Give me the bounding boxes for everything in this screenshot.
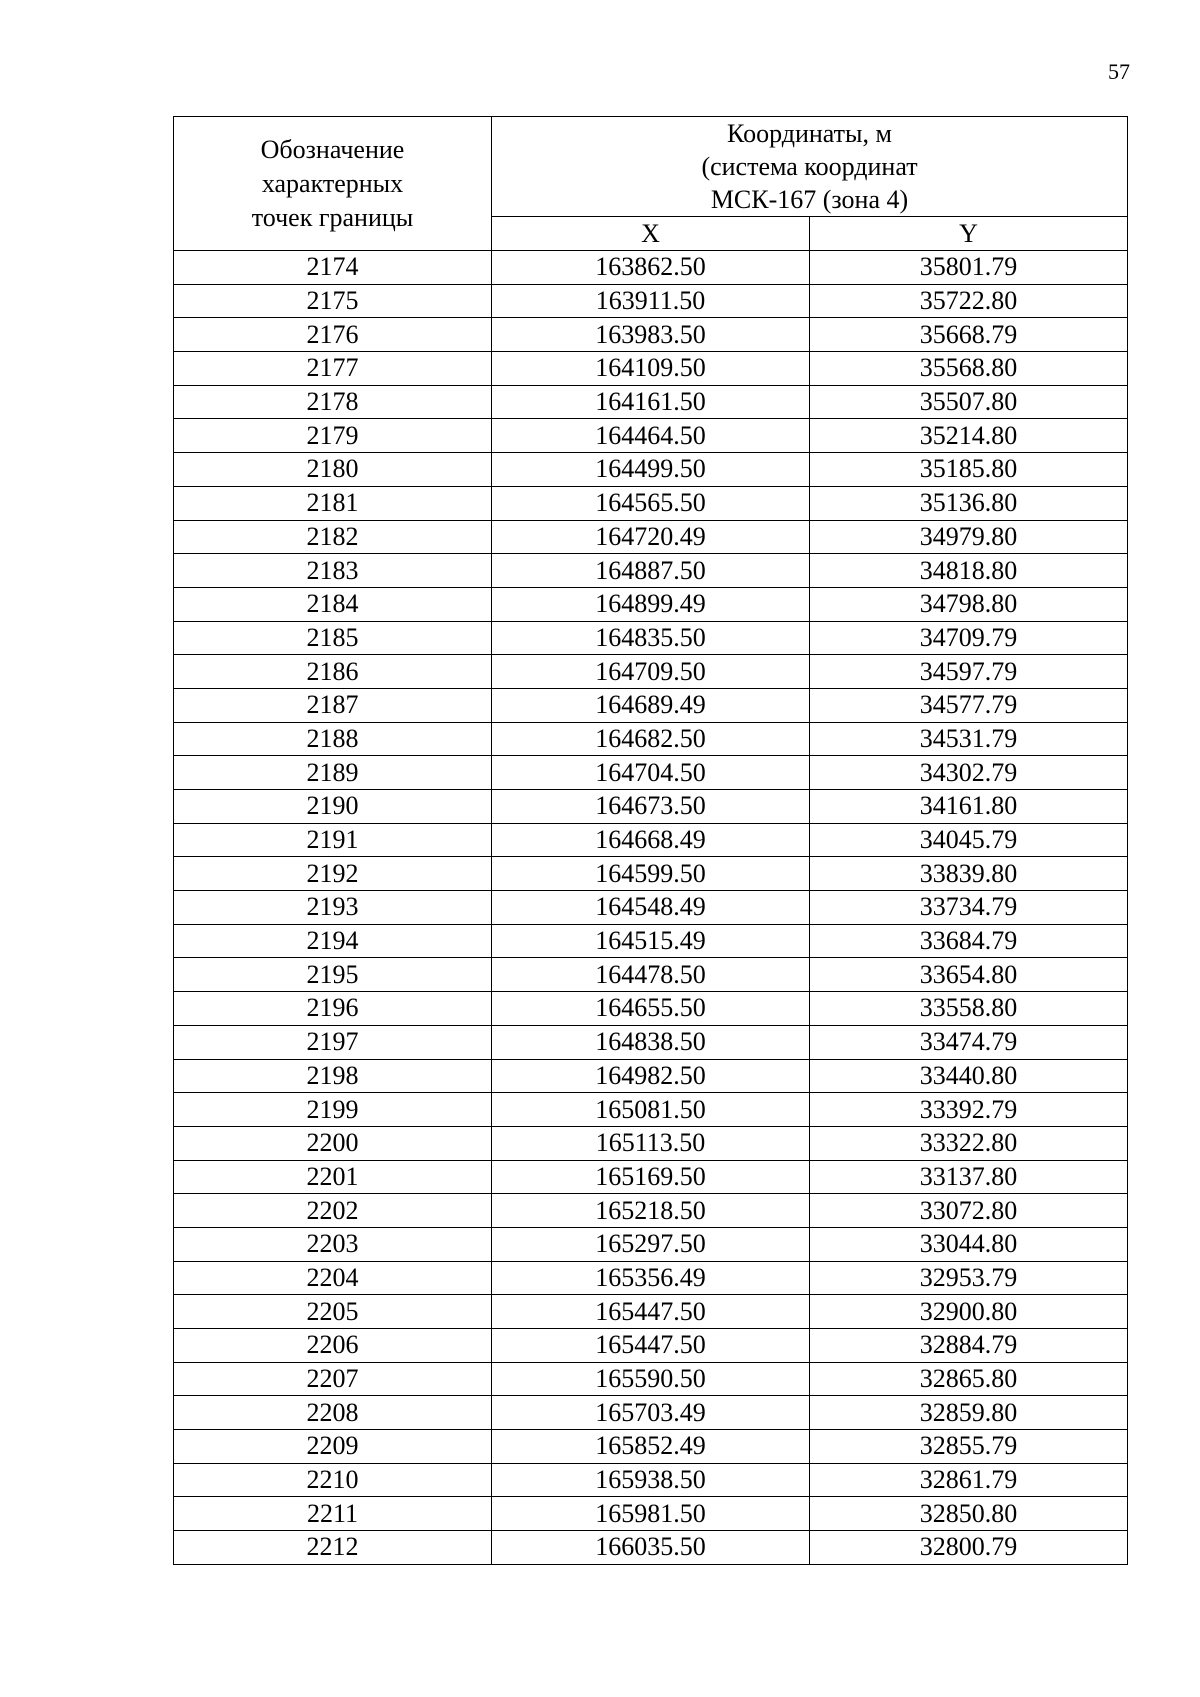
table-row [174, 1025, 1128, 1059]
table-row [174, 1059, 1128, 1093]
x-coordinate-cell: 165703.49 [492, 1396, 810, 1430]
x-coordinate-cell: 164161.50 [492, 385, 810, 419]
y-coordinate-cell: 32900.80 [810, 1295, 1128, 1329]
points-header-line-3: точек границы [251, 202, 414, 232]
point-id-cell: 2191 [174, 823, 492, 857]
point-id-cell: 2190 [174, 790, 492, 824]
x-coordinate-cell: 164655.50 [492, 992, 810, 1026]
point-id-cell: 2211 [174, 1497, 492, 1531]
coordinates-header-line-2: (система координат [701, 152, 918, 181]
y-coordinate-cell: 33474.79 [810, 1025, 1128, 1059]
point-id-cell: 2182 [174, 520, 492, 554]
table-row [174, 1497, 1128, 1531]
y-coordinate-cell: 35568.80 [810, 352, 1128, 386]
x-coordinate-cell: 164720.49 [492, 520, 810, 554]
y-coordinate-cell: 34045.79 [810, 823, 1128, 857]
point-id-cell: 2199 [174, 1093, 492, 1127]
table-row [174, 924, 1128, 958]
x-coordinate-cell: 164709.50 [492, 655, 810, 689]
y-coordinate-cell: 35214.80 [810, 419, 1128, 453]
table-row [174, 790, 1128, 824]
x-coordinate-cell: 164599.50 [492, 857, 810, 891]
table-body [174, 251, 1128, 1565]
x-coordinate-cell: 165113.50 [492, 1126, 810, 1160]
x-coordinate-cell: 164899.49 [492, 587, 810, 621]
x-coordinate-cell: 164887.50 [492, 554, 810, 588]
x-coordinate-cell: 164548.49 [492, 891, 810, 925]
x-coordinate-cell: 164668.49 [492, 823, 810, 857]
y-coordinate-cell: 33839.80 [810, 857, 1128, 891]
table-row [174, 1160, 1128, 1194]
point-id-cell: 2177 [174, 352, 492, 386]
table-row [174, 1531, 1128, 1565]
y-coordinate-cell: 34798.80 [810, 587, 1128, 621]
point-id-cell: 2212 [174, 1531, 492, 1565]
table-row [174, 1093, 1128, 1127]
y-coordinate-cell: 33558.80 [810, 992, 1128, 1026]
table-row [174, 1463, 1128, 1497]
x-coordinate-cell: 166035.50 [492, 1531, 810, 1565]
point-id-cell: 2203 [174, 1227, 492, 1261]
y-coordinate-cell: 33684.79 [810, 924, 1128, 958]
x-coordinate-cell: 164982.50 [492, 1059, 810, 1093]
x-coordinate-cell: 164838.50 [492, 1025, 810, 1059]
x-coordinate-cell: 165981.50 [492, 1497, 810, 1531]
x-coordinate-cell: 164689.49 [492, 688, 810, 722]
x-coordinate-cell: 163983.50 [492, 318, 810, 352]
x-coordinate-cell: 165081.50 [492, 1093, 810, 1127]
point-id-cell: 2174 [174, 251, 492, 285]
y-coordinate-cell: 33392.79 [810, 1093, 1128, 1127]
table-row [174, 992, 1128, 1026]
y-coordinate-cell: 32865.80 [810, 1362, 1128, 1396]
point-id-cell: 2197 [174, 1025, 492, 1059]
y-coordinate-cell: 35801.79 [810, 251, 1128, 285]
points-header [174, 117, 492, 251]
table-row [174, 520, 1128, 554]
table-row [174, 688, 1128, 722]
y-coordinate-cell: 33734.79 [810, 891, 1128, 925]
point-id-cell: 2202 [174, 1194, 492, 1228]
table-header [174, 117, 1128, 251]
point-id-cell: 2187 [174, 688, 492, 722]
point-id-cell: 2192 [174, 857, 492, 891]
table-row [174, 587, 1128, 621]
x-coordinate-cell: 165218.50 [492, 1194, 810, 1228]
y-coordinate-cell: 33137.80 [810, 1160, 1128, 1194]
table-row [174, 385, 1128, 419]
page-number: 57 [1108, 59, 1130, 84]
table-row [174, 554, 1128, 588]
y-coordinate-cell: 35185.80 [810, 453, 1128, 487]
coordinates-header-line-3: МСК-167 (зона 4) [710, 185, 909, 214]
table-row [174, 352, 1128, 386]
table-row [174, 284, 1128, 318]
table-row [174, 1194, 1128, 1228]
x-coordinate-cell: 165447.50 [492, 1295, 810, 1329]
table-row [174, 318, 1128, 352]
point-id-cell: 2179 [174, 419, 492, 453]
table-row [174, 857, 1128, 891]
x-coordinate-cell: 163911.50 [492, 284, 810, 318]
y-coordinate-cell: 33654.80 [810, 958, 1128, 992]
y-coordinate-cell: 34161.80 [810, 790, 1128, 824]
coordinates-table [173, 116, 1128, 1565]
y-coordinate-cell: 35722.80 [810, 284, 1128, 318]
table-row [174, 1430, 1128, 1464]
point-id-cell: 2208 [174, 1396, 492, 1430]
x-coordinate-cell: 164682.50 [492, 722, 810, 756]
y-coordinate-cell: 32850.80 [810, 1497, 1128, 1531]
table-row [174, 486, 1128, 520]
table-row [174, 655, 1128, 689]
coordinates-header-line-1: Координаты, м [727, 119, 892, 148]
table-row [174, 823, 1128, 857]
x-coordinate-cell: 165938.50 [492, 1463, 810, 1497]
point-id-cell: 2189 [174, 756, 492, 790]
table-row [174, 453, 1128, 487]
point-id-cell: 2209 [174, 1430, 492, 1464]
table-row [174, 1126, 1128, 1160]
x-coordinate-cell: 164704.50 [492, 756, 810, 790]
y-coordinate-cell: 32953.79 [810, 1261, 1128, 1295]
point-id-cell: 2210 [174, 1463, 492, 1497]
x-coordinate-cell: 165169.50 [492, 1160, 810, 1194]
point-id-cell: 2181 [174, 486, 492, 520]
table-row [174, 1329, 1128, 1363]
point-id-cell: 2198 [174, 1059, 492, 1093]
table-row [174, 1227, 1128, 1261]
point-id-cell: 2183 [174, 554, 492, 588]
y-coordinate-cell: 32800.79 [810, 1531, 1128, 1565]
table-row [174, 1295, 1128, 1329]
x-coordinate-cell: 163862.50 [492, 251, 810, 285]
x-coordinate-cell: 164499.50 [492, 453, 810, 487]
table-row [174, 1396, 1128, 1430]
x-coordinate-cell: 164673.50 [492, 790, 810, 824]
point-id-cell: 2195 [174, 958, 492, 992]
point-id-cell: 2180 [174, 453, 492, 487]
point-id-cell: 2193 [174, 891, 492, 925]
point-id-cell: 2178 [174, 385, 492, 419]
table-row [174, 958, 1128, 992]
y-coordinate-cell: 34979.80 [810, 520, 1128, 554]
y-coordinate-cell: 34709.79 [810, 621, 1128, 655]
y-coordinate-cell: 35507.80 [810, 385, 1128, 419]
x-coordinate-cell: 165852.49 [492, 1430, 810, 1464]
points-header-line-2: характерных [261, 168, 404, 198]
table-row [174, 419, 1128, 453]
table-row [174, 891, 1128, 925]
point-id-cell: 2185 [174, 621, 492, 655]
x-coordinate-cell: 165590.50 [492, 1362, 810, 1396]
table-row [174, 621, 1128, 655]
x-coordinate-cell: 165297.50 [492, 1227, 810, 1261]
point-id-cell: 2186 [174, 655, 492, 689]
y-coordinate-cell: 33440.80 [810, 1059, 1128, 1093]
table-row [174, 1261, 1128, 1295]
x-coordinate-cell: 164464.50 [492, 419, 810, 453]
y-coordinate-cell: 34577.79 [810, 688, 1128, 722]
table-row [174, 251, 1128, 285]
y-coordinate-cell: 34818.80 [810, 554, 1128, 588]
y-coordinate-cell: 33072.80 [810, 1194, 1128, 1228]
y-coordinate-cell: 34302.79 [810, 756, 1128, 790]
point-id-cell: 2206 [174, 1329, 492, 1363]
table-row [174, 756, 1128, 790]
point-id-cell: 2175 [174, 284, 492, 318]
point-id-cell: 2204 [174, 1261, 492, 1295]
coordinates-header [492, 117, 1128, 217]
y-coordinate-cell: 34531.79 [810, 722, 1128, 756]
point-id-cell: 2176 [174, 318, 492, 352]
y-coordinate-cell: 33322.80 [810, 1126, 1128, 1160]
y-coordinate-cell: 33044.80 [810, 1227, 1128, 1261]
x-coordinate-cell: 164565.50 [492, 486, 810, 520]
y-coordinate-cell: 35136.80 [810, 486, 1128, 520]
point-id-cell: 2196 [174, 992, 492, 1026]
y-coordinate-cell: 32859.80 [810, 1396, 1128, 1430]
x-coordinate-cell: 164478.50 [492, 958, 810, 992]
x-coordinate-cell: 164835.50 [492, 621, 810, 655]
x-coordinate-cell: 164515.49 [492, 924, 810, 958]
y-coordinate-cell: 35668.79 [810, 318, 1128, 352]
table-row [174, 722, 1128, 756]
point-id-cell: 2207 [174, 1362, 492, 1396]
y-coordinate-cell: 32861.79 [810, 1463, 1128, 1497]
point-id-cell: 2205 [174, 1295, 492, 1329]
point-id-cell: 2194 [174, 924, 492, 958]
point-id-cell: 2200 [174, 1126, 492, 1160]
point-id-cell: 2184 [174, 587, 492, 621]
y-coordinate-cell: 32855.79 [810, 1430, 1128, 1464]
table-row [174, 1362, 1128, 1396]
point-id-cell: 2188 [174, 722, 492, 756]
y-coordinate-cell: 32884.79 [810, 1329, 1128, 1363]
y-column-header: Y [810, 217, 1128, 251]
x-coordinate-cell: 165356.49 [492, 1261, 810, 1295]
x-coordinate-cell: 165447.50 [492, 1329, 810, 1363]
point-id-cell: 2201 [174, 1160, 492, 1194]
points-header-line-1: Обозначение [260, 134, 405, 164]
y-coordinate-cell: 34597.79 [810, 655, 1128, 689]
x-coordinate-cell: 164109.50 [492, 352, 810, 386]
x-column-header: X [492, 217, 810, 251]
